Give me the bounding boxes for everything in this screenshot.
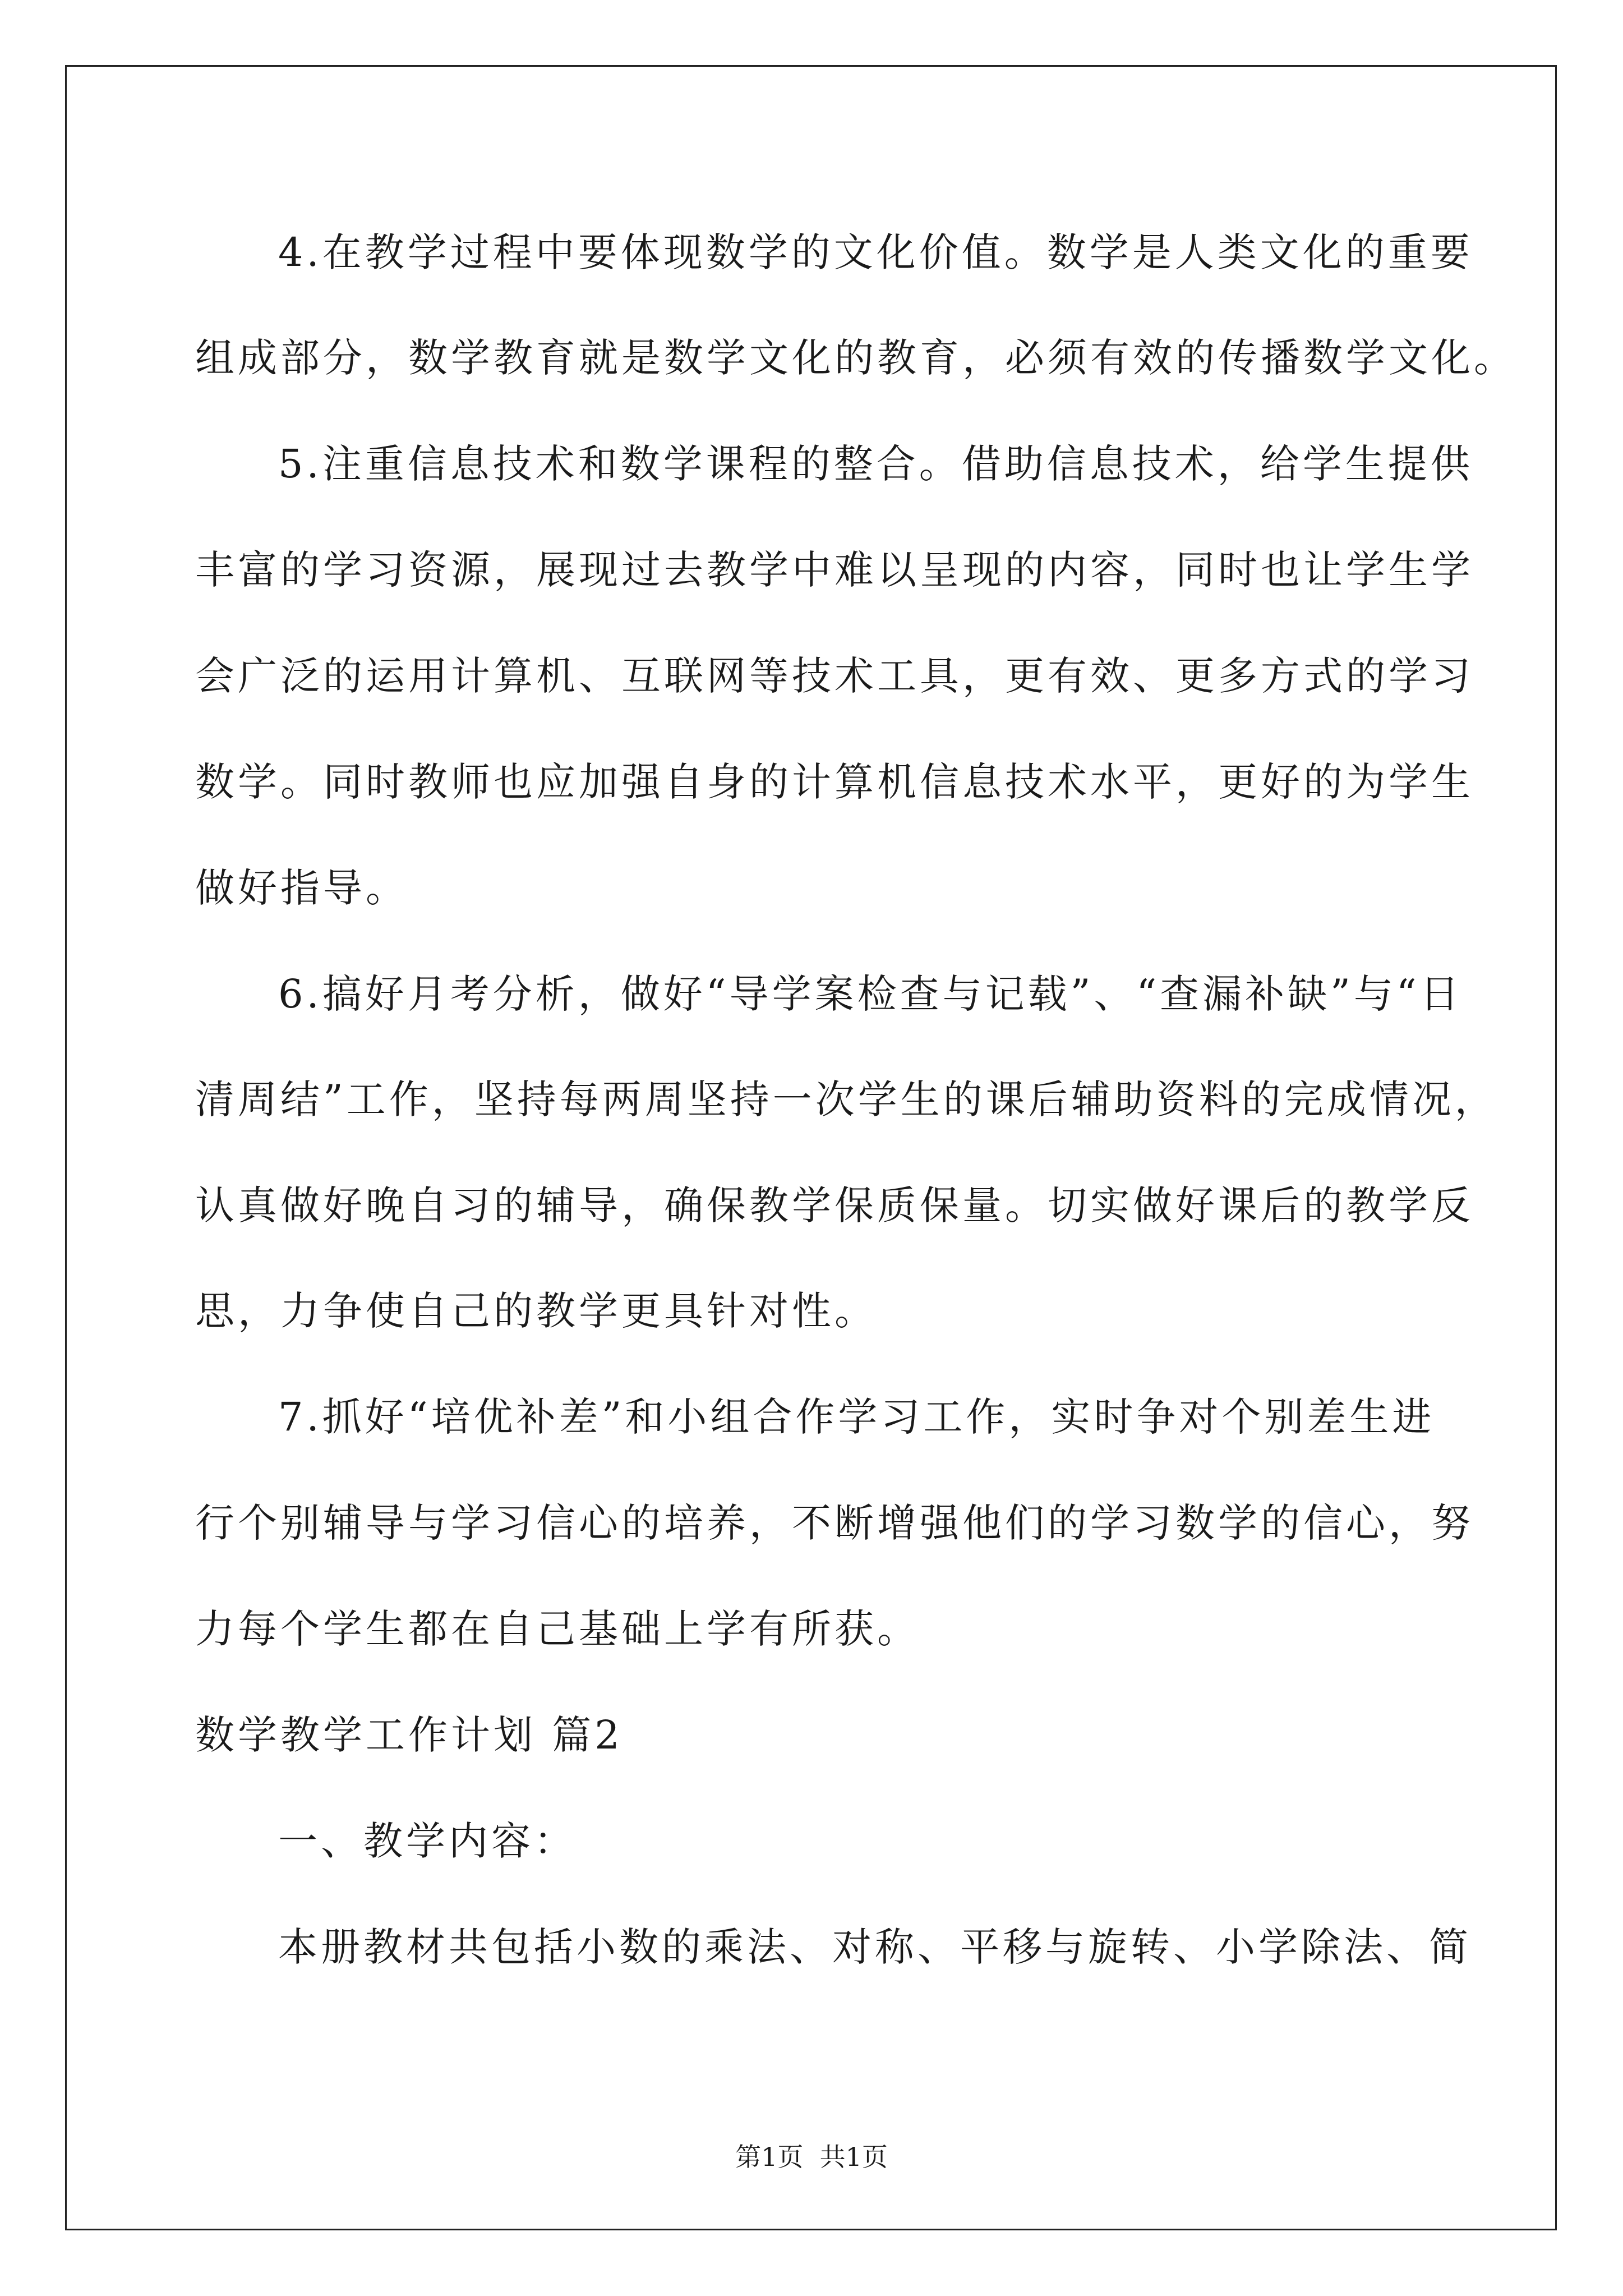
text-line: 会广泛的运用计算机、互联网等技术工具，更有效、更多方式的学习 (195, 653, 1474, 699)
text-line: 清周结”工作，坚持每两周坚持一次学生的课后辅助资料的完成情况， (195, 1076, 1497, 1122)
text-line: 思，力争使自己的教学更具针对性。 (195, 1288, 877, 1334)
text-line: 本册教材共包括小数的乘法、对称、平移与旋转、小学除法、简 (278, 1924, 1472, 1970)
text-line: 丰富的学习资源，展现过去教学中难以呈现的内容，同时也让学生学 (195, 547, 1474, 593)
section-heading: 数学教学工作计划 篇2 (195, 1712, 623, 1758)
text-line: 数学。同时教师也应加强自身的计算机信息技术水平，更好的为学生 (195, 759, 1474, 805)
text-line: 6.搞好月考分析，做好“导学案检查与记载”、“查漏补缺”与“日 (278, 971, 1463, 1017)
text-line: 5.注重信息技术和数学课程的整合。借助信息技术，给学生提供 (278, 441, 1473, 487)
text-line: 7.抓好“培优补差”和小组合作学习工作，实时争对个别差生进 (278, 1394, 1435, 1440)
text-line: 行个别辅导与学习信心的培养，不断增强他们的学习数学的信心，努 (195, 1500, 1474, 1546)
text-line: 组成部分，数学教育就是数学文化的教育，必须有效的传播数学文化。 (195, 335, 1516, 381)
page-border (65, 65, 1557, 2230)
text-line: 力每个学生都在自己基础上学有所获。 (195, 1606, 920, 1652)
page-number-footer: 第1页 共1页 (735, 2142, 888, 2172)
text-line: 4.在教学过程中要体现数学的文化价值。数学是人类文化的重要 (278, 229, 1473, 275)
subsection-heading: 一、教学内容： (278, 1818, 577, 1864)
text-line: 认真做好晚自习的辅导，确保教学保质保量。切实做好课后的教学反 (195, 1182, 1474, 1228)
text-line: 做好指导。 (195, 865, 408, 911)
